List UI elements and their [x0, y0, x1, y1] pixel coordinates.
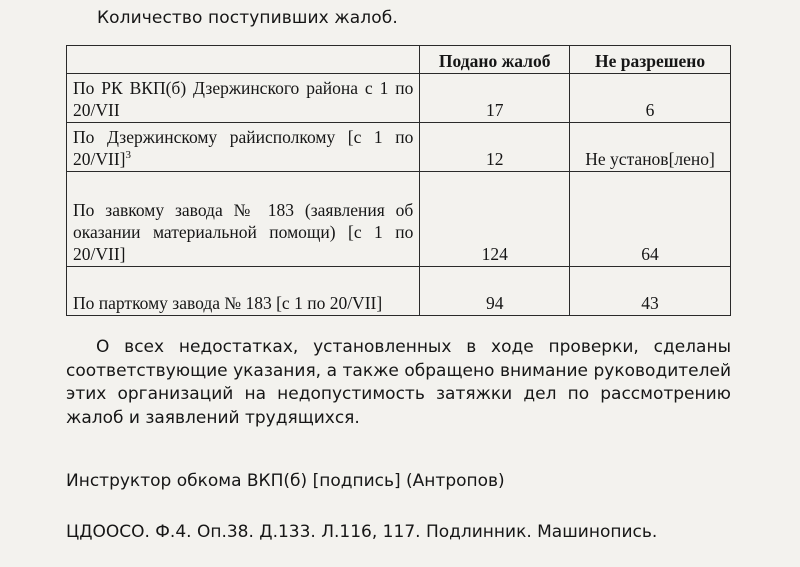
table-row — [67, 267, 731, 316]
row-label — [67, 172, 420, 267]
row-filed: 17 — [420, 74, 570, 123]
table-row — [67, 172, 731, 267]
header-empty-cell — [67, 46, 420, 74]
row-filed: 12 — [420, 123, 570, 172]
signature-line: Инструктор обкома ВКП(б) [подпись] (Антропов) — [66, 471, 505, 491]
row-label — [67, 74, 420, 123]
row-filed: 94 — [420, 267, 570, 316]
row-unresolved: 43 — [570, 267, 731, 316]
header-unresolved: Не разрешено — [570, 46, 731, 74]
header-filed: Подано жалоб — [420, 46, 570, 74]
complaints-table — [66, 45, 731, 316]
table-header-row — [67, 46, 731, 74]
row-label — [67, 267, 420, 316]
body-paragraph: О всех недостатках, установленных в ходе проверки, сделаны соответствующие указания, а также обращено внимание руководителей этих организаций на недопустимость затяжки дел по рассмотрению жалоб и заявлений трудящихся. — [66, 337, 731, 428]
table-row — [67, 74, 731, 123]
row-label-text: По завкому завода № 183 (заявления об оказании материальной помощи) [с 1 по 20/VII] — [73, 200, 414, 264]
row-label-text: По Дзержинскому райисполкому [с 1 по 20/VII] — [73, 127, 414, 169]
row-label-text: По РК ВКП(б) Дзержинского района с 1 по 20/VII — [73, 78, 414, 120]
table-row — [67, 123, 731, 172]
row-filed: 124 — [420, 172, 570, 267]
table-heading: Количество поступивших жалоб. — [97, 8, 398, 28]
row-unresolved: Не установ[лено] — [570, 123, 731, 172]
archive-reference: ЦДООСО. Ф.4. Оп.38. Д.133. Л.116, 117. Подлинник. Машинопись. — [66, 522, 658, 542]
row-label-text: По парткому завода № 183 [с 1 по 20/VII] — [73, 293, 383, 313]
row-unresolved: 6 — [570, 74, 731, 123]
row-label — [67, 123, 420, 172]
footnote-mark: 3 — [125, 149, 131, 162]
row-unresolved: 64 — [570, 172, 731, 267]
